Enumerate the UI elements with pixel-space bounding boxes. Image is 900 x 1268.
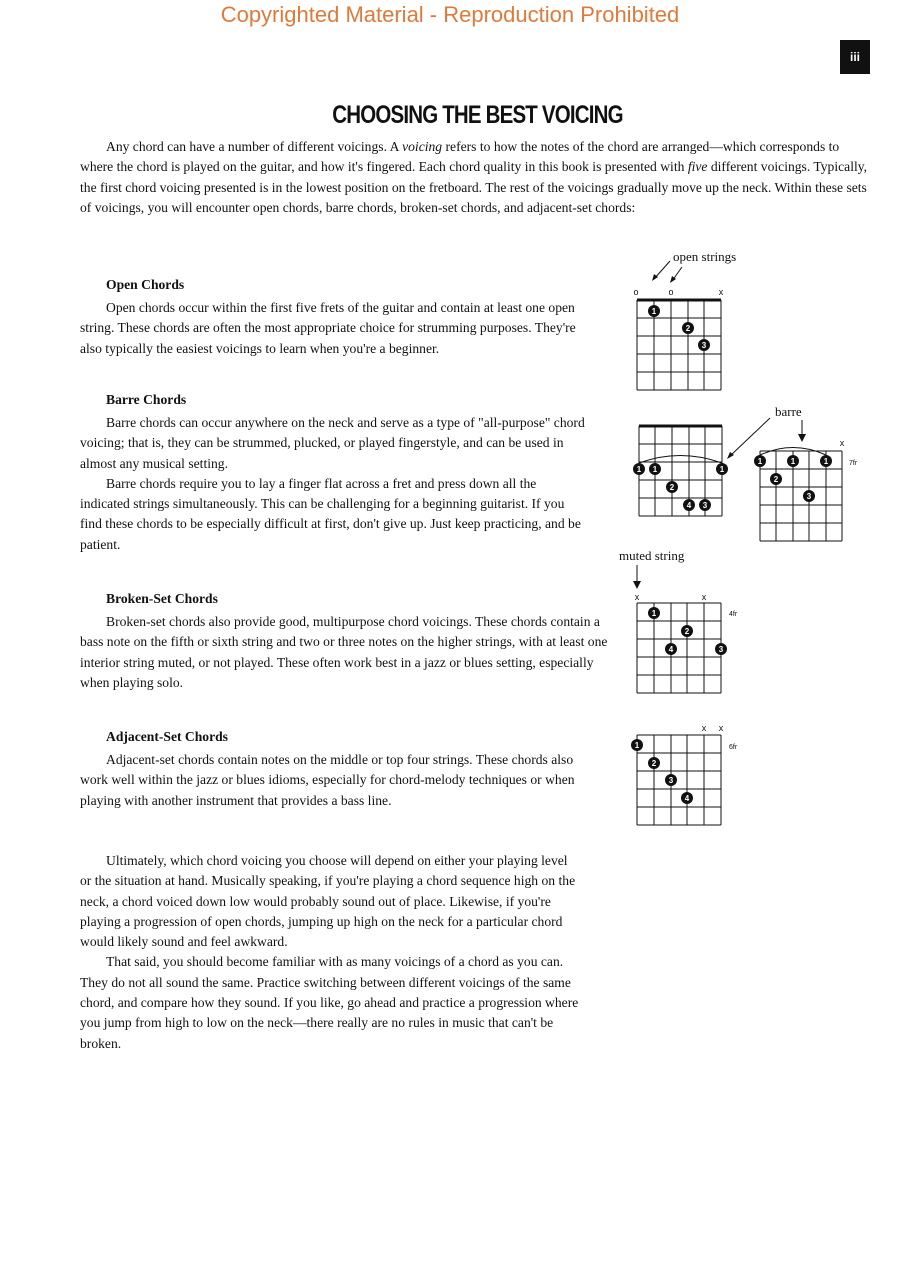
adjacent-fret-label: 6fr <box>729 744 738 751</box>
intro-voicing-term: voicing <box>402 139 443 154</box>
barre-chords-paragraph-1: Barre chords can occur anywhere on the neck and serve as a type of "all-purpose" chord voicing; that is, they can be strummed, plucked, or played fingerstyle, and can be used in almost any musical setting. <box>80 415 585 471</box>
barre-chords-paragraph-2: Barre chords require you to lay a finger flat across a fret and press down all the indicated strings simultaneously. This can be challenging for a beginning guitarist. If you find these chords to be especially difficult at first, don't give up. Just keep practicing, and be patient. <box>80 475 581 552</box>
adjacent-finger-3: 3 <box>668 776 674 785</box>
intro-five-term: five <box>687 159 708 175</box>
adjacent-set-diagram <box>615 715 765 835</box>
open-marker-3: x <box>718 287 724 297</box>
adjacent-finger-1: 1 <box>634 741 640 750</box>
barre-b-finger-1: 1 <box>757 457 763 466</box>
page-number: iii <box>840 40 870 74</box>
barre-b-mute: x <box>839 438 845 448</box>
copyright-watermark: Copyrighted Material - Reproduction Prohibited <box>220 2 680 27</box>
broken-set-paragraph: Broken-set chords also provide good, multipurpose chord voicings. These chords contain a bass note on the fifth or sixth string and two or three notes on the higher strings, with at least one interior string muted, or not played. These often work best in a jazz or blues setting, especially when playing solo. <box>80 614 608 690</box>
adjacent-set-paragraph: Adjacent-set chords contain notes on the middle or top four strings. These chords also work well within the jazz or blues idioms, especially for chord-melody techniques or when playing with another instrument that provides a bass line. <box>80 752 575 808</box>
broken-fret-label: 4fr <box>729 611 738 618</box>
open-finger-3: 3 <box>701 341 707 350</box>
broken-set-text <box>80 612 620 693</box>
adjacent-set-text <box>80 750 600 811</box>
closing-text <box>80 851 580 1054</box>
barre-a-finger-5: 3 <box>702 501 708 510</box>
barre-a-finger-3: 2 <box>669 483 675 492</box>
broken-marker-2: x <box>701 592 707 602</box>
muted-string-callout: muted string <box>619 548 685 563</box>
intro-paragraph <box>80 137 870 218</box>
broken-finger-2: 2 <box>684 627 690 636</box>
barre-b-finger-4: 1 <box>790 457 796 466</box>
barre-a-finger-2: 1 <box>652 465 658 474</box>
page-title: CHOOSING THE BEST VOICING <box>332 101 623 129</box>
adjacent-finger-4: 4 <box>684 794 690 803</box>
open-chords-text <box>80 298 600 359</box>
open-chords-paragraph: Open chords occur within the first five frets of the guitar and contain at least one open string. These chords are often the most appropriate choice for strumming purposes. They're also typically the easiest voicings to learn when you're a beginner. <box>80 300 576 356</box>
barre-a-finger-4: 4 <box>686 501 692 510</box>
broken-set-heading: Broken-Set Chords <box>106 591 218 606</box>
closing-paragraph-1: Ultimately, which chord voicing you choose will depend on either your playing level or the situation at hand. Musically speaking, if you're playing a chord sequence high on the neck, a chord voiced down low would probably sound out of place. Likewise, if you're playing a progression of open chords, jumping up high on the neck for a particular chord would likely sound and feel awkward. <box>80 853 576 950</box>
barre-b-finger-2: 2 <box>773 475 779 484</box>
barre-chords-heading: Barre Chords <box>106 392 187 407</box>
adjacent-marker-2: x <box>718 723 724 733</box>
broken-finger-3: 4 <box>668 645 674 654</box>
barre-b-finger-3: 3 <box>806 492 812 501</box>
barre-chord-diagrams <box>630 400 870 550</box>
barre-a-finger-1: 1 <box>636 465 642 474</box>
open-finger-2: 2 <box>685 324 691 333</box>
open-marker-2: o <box>668 287 674 297</box>
barre-chords-text <box>80 413 585 555</box>
broken-marker-1: x <box>634 592 640 602</box>
adjacent-set-heading: Adjacent-Set Chords <box>106 729 228 744</box>
closing-paragraph-2: That said, you should become familiar with as many voicings of a chord as you can. They do not all sound the same. Practice switching between different voicings of the same chord, and compare how they sound. If you like, go ahead and practice a progression where you jump from high to low on the neck—there really are no rules in music that can't be broken. <box>80 954 579 1051</box>
broken-finger-1: 1 <box>651 609 657 618</box>
open-strings-callout: open strings <box>673 249 737 264</box>
barre-callout: barre <box>775 404 802 419</box>
adjacent-marker-1: x <box>701 723 707 733</box>
open-chords-heading: Open Chords <box>106 277 185 292</box>
intro-text-1: Any chord can have a number of different voicings. A <box>106 139 403 154</box>
adjacent-finger-2: 2 <box>651 759 657 768</box>
open-marker-1: o <box>633 287 639 297</box>
intro-text-2: refers to how the notes of the chord are arranged—which corresponds to where the chord is played on the guitar, and how it's fingered. Each chord quality in this book is presented with <box>80 139 840 175</box>
barre-b-fret: 7fr <box>849 460 858 467</box>
barre-a-finger-6: 1 <box>719 465 725 474</box>
intro-text-3: different voicings. Typically, the first chord voicing presented is in the lowest position on the fretboard. The rest of the voicings gradually move up the neck. Within these sets of voicings, you will encounter open chords, barre chords, broken-set chords, and adjacent-set chords: <box>80 159 868 215</box>
open-chord-diagram <box>620 245 760 395</box>
broken-set-diagram <box>615 545 765 700</box>
barre-b-finger-5: 1 <box>823 457 829 466</box>
broken-finger-4: 3 <box>718 645 724 654</box>
open-finger-1: 1 <box>651 307 657 316</box>
